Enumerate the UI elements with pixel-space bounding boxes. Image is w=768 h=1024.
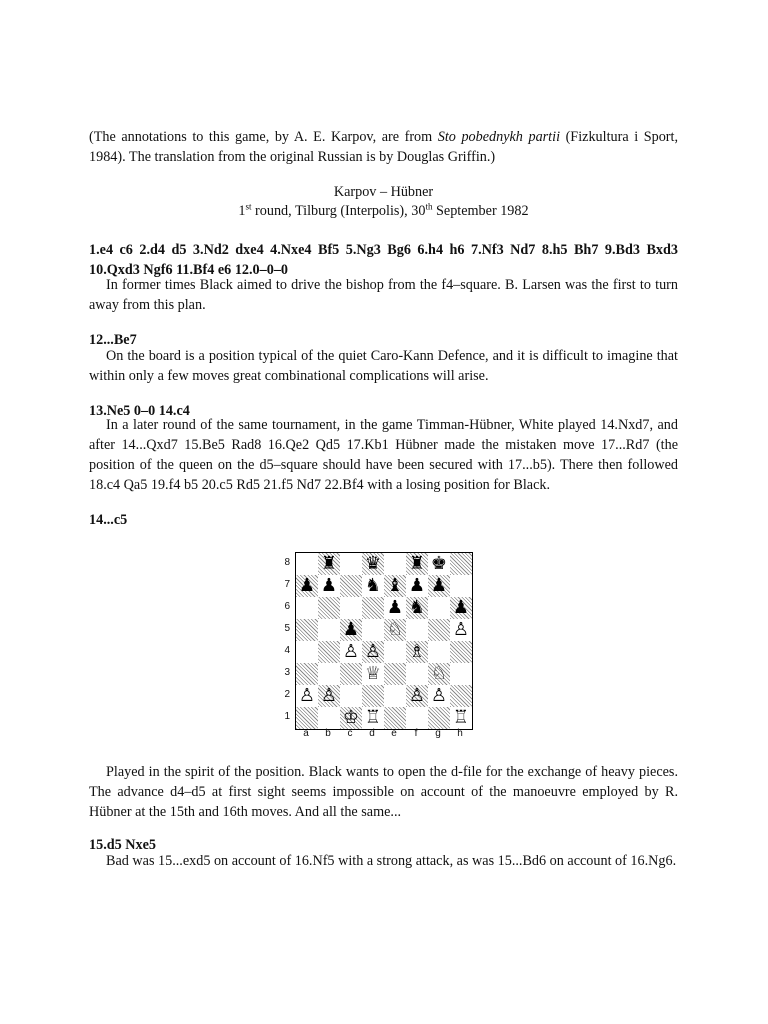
- moves-14-black: 14...c5: [89, 512, 128, 528]
- piece-f6: ♞: [408, 597, 426, 618]
- square-c7: [340, 575, 362, 597]
- piece-e7: ♝: [386, 575, 404, 596]
- piece-e6: ♟: [386, 597, 404, 618]
- square-b5: [318, 619, 340, 641]
- file-label: b: [325, 728, 331, 739]
- event-text: round, Tilburg (Interpolis), 30: [251, 203, 426, 219]
- piece-g3: ♘: [430, 663, 448, 684]
- piece-h6: ♟: [452, 597, 470, 618]
- square-a4: [296, 641, 318, 663]
- square-d5: [362, 619, 384, 641]
- piece-c4: ♙: [342, 641, 360, 662]
- square-f5: [406, 619, 428, 641]
- square-e8: [384, 553, 406, 575]
- square-b4: [318, 641, 340, 663]
- moves-15: 15.d5 Nxe5: [89, 837, 156, 853]
- square-h3: [450, 663, 472, 685]
- piece-d4: ♙: [364, 641, 382, 662]
- piece-f4: ♗: [408, 641, 426, 662]
- square-d6: [362, 597, 384, 619]
- rank-label: 7: [284, 579, 290, 590]
- file-label: e: [391, 728, 397, 739]
- annotation-1: In former times Black aimed to drive the bishop from the f4–square. B. Larsen was the first to turn away from this plan.: [89, 277, 678, 313]
- annotation-5: Bad was 15...exd5 on account of 16.Nf5 with a strong attack, as was 15...Bd6 on account of 16.Ng6.: [106, 853, 677, 869]
- square-a5: [296, 619, 318, 641]
- file-label: c: [347, 728, 353, 739]
- annotation-3: In a later round of the same tournament, in the game Timman-Hübner, White played 14.Nxd7, and after 14...Qxd7 15.Be5 Rad8 16.Qe2 Qd5 17.Kb1 Hübner made the mistaken move 17...Rd7 (the position of the queen on the d5–square should have been secured with 17...b5). There then followed 18.c4 Qa5 19.f4 b5 20.c5 Rd5 21.f5 Nd7 22.Bf4 with a losing position for Black.: [89, 417, 678, 493]
- piece-g2: ♙: [430, 685, 448, 706]
- piece-h5: ♙: [452, 619, 470, 640]
- square-c3: [340, 663, 362, 685]
- rank-label: 1: [284, 711, 290, 722]
- square-a6: [296, 597, 318, 619]
- date-suffix: th: [425, 201, 433, 212]
- rank-label: 3: [284, 667, 290, 678]
- square-f3: [406, 663, 428, 685]
- square-a8: [296, 553, 318, 575]
- moves-13-14: 13.Ne5 0–0 14.c4: [89, 403, 190, 419]
- square-b6: [318, 597, 340, 619]
- piece-g8: ♚: [430, 553, 448, 574]
- square-e3: [384, 663, 406, 685]
- square-b1: [318, 707, 340, 729]
- round-number: 1: [238, 203, 246, 219]
- chess-diagram: [280, 547, 480, 742]
- event-date: September 1982: [432, 203, 529, 219]
- moves-12-black: 12...Be7: [89, 332, 137, 348]
- square-e2: [384, 685, 406, 707]
- square-e1: [384, 707, 406, 729]
- moves-1-12: 1.e4 c6 2.d4 d5 3.Nd2 dxe4 4.Nxe4 Bf5 5.Ng3 Bg6 6.h4 h6 7.Nf3 Nd7 8.h5 Bh7 9.Bd3 Bxd3 10.Qxd3 Ngf6 11.Bf4 e6 12.0–0–0: [89, 242, 678, 278]
- piece-b2: ♙: [320, 685, 338, 706]
- rank-label: 2: [284, 689, 290, 700]
- square-h4: [450, 641, 472, 663]
- annotation-4: Played in the spirit of the position. Black wants to open the d-file for the exchange of heavy pieces. The advance d4–d5 at first sight seems impossible on account of the manoeuvre employed by R. Hübner at the 15th and 16th moves. And all the same...: [89, 764, 678, 820]
- intro-paragraph: [89, 127, 678, 167]
- file-label: a: [303, 728, 309, 739]
- piece-d7: ♞: [364, 575, 382, 596]
- piece-d1: ♖: [364, 707, 382, 728]
- piece-h1: ♖: [452, 707, 470, 728]
- square-g5: [428, 619, 450, 641]
- square-g4: [428, 641, 450, 663]
- square-g6: [428, 597, 450, 619]
- square-e4: [384, 641, 406, 663]
- annotation-2: On the board is a position typical of the quiet Caro-Kann Defence, and it is difficult to imagine that within only a few moves great combinational complications will arise.: [89, 348, 678, 384]
- piece-b8: ♜: [320, 553, 338, 574]
- square-a1: [296, 707, 318, 729]
- game-event: [89, 201, 678, 221]
- piece-c5: ♟: [342, 619, 360, 640]
- rank-label: 4: [284, 645, 290, 656]
- piece-a7: ♟: [298, 575, 316, 596]
- piece-f2: ♙: [408, 685, 426, 706]
- square-d2: [362, 685, 384, 707]
- round-suffix: st: [245, 201, 252, 212]
- square-h7: [450, 575, 472, 597]
- square-c8: [340, 553, 362, 575]
- file-label: g: [435, 728, 441, 739]
- file-label: d: [369, 728, 375, 739]
- piece-d8: ♛: [364, 553, 382, 574]
- piece-d3: ♕: [364, 663, 382, 684]
- square-h2: [450, 685, 472, 707]
- piece-a2: ♙: [298, 685, 316, 706]
- square-b3: [318, 663, 340, 685]
- square-c6: [340, 597, 362, 619]
- piece-b7: ♟: [320, 575, 338, 596]
- file-label: h: [457, 728, 463, 739]
- square-f1: [406, 707, 428, 729]
- game-players: Karpov – Hübner: [333, 184, 434, 200]
- square-c2: [340, 685, 362, 707]
- source-title: Sto pobednykh partii: [437, 129, 561, 145]
- piece-g7: ♟: [430, 575, 448, 596]
- rank-label: 5: [284, 623, 290, 634]
- piece-e5: ♘: [386, 619, 404, 640]
- piece-f7: ♟: [408, 575, 426, 596]
- rank-label: 6: [284, 601, 290, 612]
- square-h8: [450, 553, 472, 575]
- file-label: f: [414, 728, 418, 739]
- intro-text-1: (The annotations to this game, by A. E. Karpov, are from: [89, 129, 438, 145]
- piece-c1: ♔: [342, 707, 360, 728]
- intro-text-2: (Fizkultura i Sport, 1984). The translation from the original Russian is by Douglas Griffin.): [89, 129, 678, 165]
- rank-label: 8: [284, 557, 290, 568]
- chess-board: [295, 552, 473, 730]
- square-a3: [296, 663, 318, 685]
- piece-f8: ♜: [408, 553, 426, 574]
- square-g1: [428, 707, 450, 729]
